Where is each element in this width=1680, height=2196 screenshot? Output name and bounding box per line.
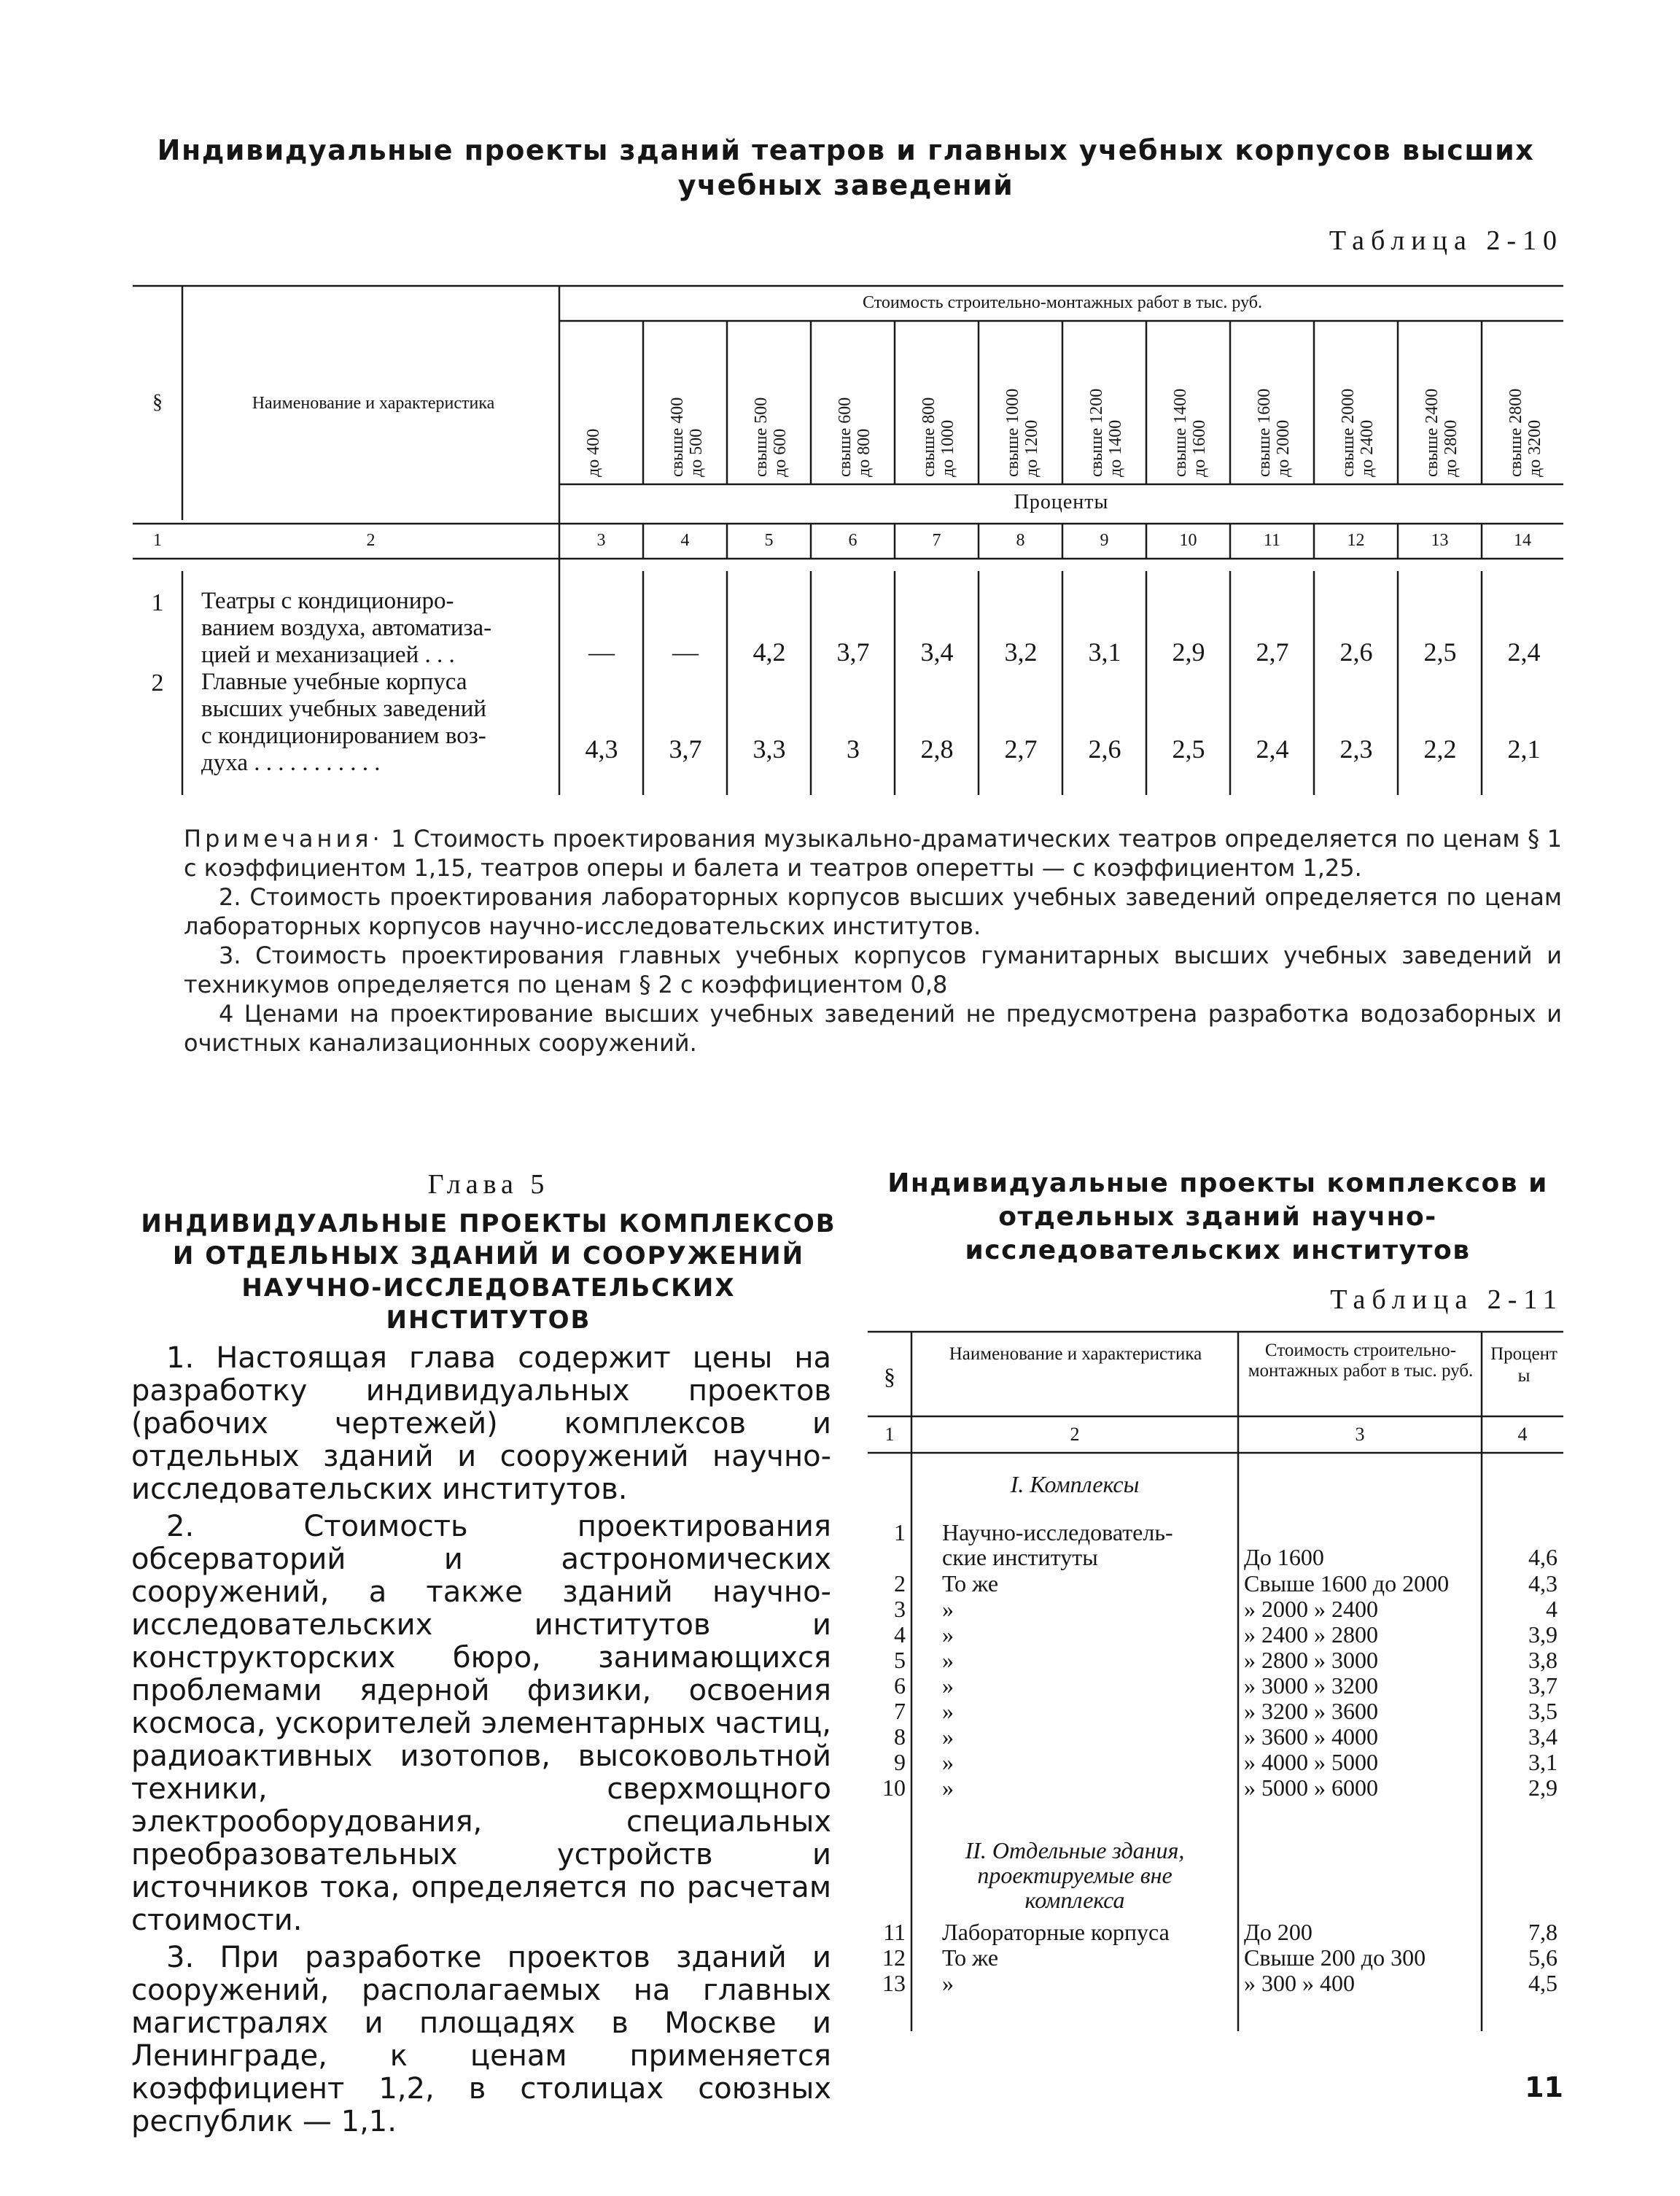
t2-row-name: » xyxy=(942,1749,954,1775)
percent-value: 3,1 xyxy=(1088,637,1121,667)
t2-percent-header: Проценты xyxy=(1490,1344,1558,1386)
t2-row-name: » xyxy=(942,1698,954,1724)
t2-row-name: » xyxy=(942,1596,954,1622)
t2-row-percent: 3,5 xyxy=(1528,1698,1558,1724)
t2-row-number: 13 xyxy=(882,1970,906,1996)
t2-col-number: 1 xyxy=(884,1424,895,1445)
cost-range-label: свыше 2800 xyxy=(1506,388,1525,477)
percent-value: 3,2 xyxy=(1004,637,1038,667)
chapter-title-line: НАУЧНО-ИССЛЕДОВАТЕЛЬСКИХ ИНСТИТУТОВ xyxy=(241,1273,736,1335)
t2-row-name: То же xyxy=(942,1944,999,1971)
t2-row-name: » xyxy=(942,1621,954,1648)
t2-row-percent: 4,3 xyxy=(1528,1570,1558,1596)
percent-value: 2,8 xyxy=(920,734,954,764)
chapter-label: Глава 5 xyxy=(427,1169,550,1200)
t2-row-cost: » 300 » 400 xyxy=(1244,1970,1355,1996)
t2-col-number: 4 xyxy=(1517,1424,1528,1445)
notes-lead: Примечания· xyxy=(184,825,384,853)
chapter-title-line: ИНДИВИДУАЛЬНЫЕ ПРОЕКТЫ КОМПЛЕКСОВ xyxy=(141,1209,836,1238)
row-2-name-line: с кондиционированием воз- xyxy=(201,723,486,749)
t2-row-name: То же xyxy=(942,1570,999,1596)
cost-range-label: свыше 1200 xyxy=(1087,388,1106,477)
table-2-10 xyxy=(133,283,1563,795)
percent-value: 2,1 xyxy=(1507,734,1541,764)
t2-name-header: Наименование и характеристика xyxy=(949,1344,1202,1364)
cost-range-label: до 500 xyxy=(687,428,706,477)
chapter-body xyxy=(131,1342,831,2143)
t2-row-percent: 4,6 xyxy=(1528,1544,1558,1570)
note-3: 3. Стоимость проектирования главных учебных корпусов гуманитарных высших учебных заведений и техникумов определяется по ценам § 2 с коэффициентом 0,8 xyxy=(184,942,1562,998)
cost-range-label: до 3200 xyxy=(1525,419,1544,477)
t2-row-cost: » 5000 » 6000 xyxy=(1244,1774,1378,1801)
column-number: 7 xyxy=(932,531,941,550)
cost-range-label: свыше 400 xyxy=(668,397,687,477)
cost-range-label: свыше 2400 xyxy=(1423,388,1442,477)
paragraph-3: 3. При разработке проектов зданий и сооружений, располагаемых на главных магистралях и площадях в Москве и Ленинграде, к ценам применяется коэффициент 1,2, в столицах союзных республик — 1,1. xyxy=(131,1941,831,2138)
cost-range-label: до 1400 xyxy=(1106,419,1125,477)
section-line: II. Отдельные здания, xyxy=(965,1837,1185,1863)
column-number: 2 xyxy=(366,531,376,550)
t2-cost-header: Стоимость строительно-монтажных работ в тыс. руб. xyxy=(1248,1341,1474,1381)
section-complexes: I. Комплексы xyxy=(1010,1471,1140,1497)
percent-value: 3 xyxy=(847,734,860,764)
percent-value: 2,6 xyxy=(1088,734,1121,764)
percent-value: 2,9 xyxy=(1172,637,1205,667)
percent-value: 2,5 xyxy=(1423,637,1457,667)
note-4: 4 Ценами на проектирование высших учебных заведений не предусмотрена разработка водозаборных и очистных канализационных сооружений. xyxy=(184,1000,1562,1057)
table-2-10-heading: Индивидуальные проекты зданий театров и главных учебных корпусов высших учебных заведений xyxy=(157,134,1535,201)
t2-row-cost: » 2400 » 2800 xyxy=(1244,1621,1378,1648)
t2-row-percent: 7,8 xyxy=(1528,1919,1558,1945)
t2-row-percent: 3,1 xyxy=(1528,1749,1558,1775)
percent-value: 3,7 xyxy=(836,637,870,667)
t2-row-cost: » 2800 » 3000 xyxy=(1244,1647,1378,1673)
t2-row-cost: Свыше 1600 до 2000 xyxy=(1244,1570,1450,1596)
column-number: 13 xyxy=(1431,531,1449,550)
cost-range-label: до 1000 xyxy=(938,419,957,477)
table-2-10-notes xyxy=(184,824,1562,1058)
column-number: 5 xyxy=(764,531,774,550)
section-header: § xyxy=(152,391,163,414)
chapter-title xyxy=(139,1208,839,1336)
cost-range-label: свыше 800 xyxy=(919,397,938,477)
t2-row-percent: 4,5 xyxy=(1528,1970,1558,1996)
row-2-name-line: духа . . . . . . . . . . . xyxy=(201,750,381,776)
t2-row-number: 7 xyxy=(894,1698,906,1724)
t2-row-number: 3 xyxy=(894,1596,906,1622)
percent-value: 3,4 xyxy=(920,637,954,667)
percent-value: 2,6 xyxy=(1339,637,1373,667)
percent-value: 4,2 xyxy=(752,637,786,667)
paragraph-1: 1. Настоящая глава содержит цены на разработку индивидуальных проектов (рабочих чертежей) комплексов и отдельных зданий и сооружений научно-исследовательских институтов. xyxy=(131,1341,831,1506)
percent-value: — xyxy=(588,637,615,667)
percent-header: Проценты xyxy=(1014,491,1109,513)
t2-row-cost: » 2000 » 2400 xyxy=(1244,1596,1378,1622)
percent-value: 4,3 xyxy=(585,734,618,764)
cost-range-label: до 600 xyxy=(771,428,790,477)
percent-value: 2,7 xyxy=(1256,637,1289,667)
t2-row-number: 5 xyxy=(894,1647,906,1673)
cost-range-label: свыше 600 xyxy=(836,397,855,477)
t2-section-header: § xyxy=(884,1363,895,1389)
cost-range-label: свыше 1400 xyxy=(1171,388,1190,477)
cost-range-label: до 1600 xyxy=(1190,419,1209,477)
t2-row-cost: » 3200 » 3600 xyxy=(1244,1698,1378,1724)
t2-row-cost: Свыше 200 до 300 xyxy=(1244,1944,1426,1971)
row-1-name-line: ванием воздуха, автоматиза- xyxy=(201,615,492,641)
t2-row-name: » xyxy=(942,1774,954,1801)
chapter-heading xyxy=(139,1167,839,1336)
t2-row-name: ские институты xyxy=(942,1544,1098,1570)
t2-row-percent: 3,8 xyxy=(1528,1647,1558,1673)
row-2-number: 2 xyxy=(151,670,164,697)
t2-row-cost: До 200 xyxy=(1244,1919,1312,1945)
cost-range-label: до 2400 xyxy=(1358,419,1377,477)
t2-col-number: 3 xyxy=(1355,1424,1365,1445)
section-separate-buildings xyxy=(911,1838,1238,1912)
cost-range-label: до 400 xyxy=(584,428,603,477)
t2-row-number: 1 xyxy=(894,1519,906,1545)
column-number: 9 xyxy=(1100,531,1109,550)
t2-row-number: 8 xyxy=(894,1723,906,1750)
t2-row-number: 12 xyxy=(882,1944,906,1971)
t2-row-percent: 4 xyxy=(1546,1596,1558,1622)
t2-col-number: 2 xyxy=(1070,1424,1080,1445)
row-1-number: 1 xyxy=(151,589,164,616)
t2-row-name: Лабораторные корпуса xyxy=(942,1919,1170,1945)
column-number: 3 xyxy=(596,531,606,550)
t2-row-name: » xyxy=(942,1647,954,1673)
row-2-name-line: Главные учебные корпуса xyxy=(201,669,467,695)
t2-row-percent: 2,9 xyxy=(1528,1774,1558,1801)
percent-value: — xyxy=(672,637,699,667)
row-1-name-line: Театры с кондициониро- xyxy=(201,588,454,614)
name-header: Наименование и характеристика xyxy=(252,394,495,413)
column-number: 14 xyxy=(1514,531,1531,550)
column-number: 11 xyxy=(1263,531,1281,550)
column-number: 6 xyxy=(848,531,858,550)
percent-value: 2,7 xyxy=(1004,734,1038,764)
column-number: 12 xyxy=(1347,531,1365,550)
t2-row-name: Научно-исследователь- xyxy=(942,1519,1173,1545)
note-2: 2. Стоимость проектирования лабораторных корпусов высших учебных заведений определяется по ценам лабораторных корпусов научно-исследовательских институтов. xyxy=(184,883,1562,940)
t2-row-number: 11 xyxy=(883,1919,906,1945)
column-number: 4 xyxy=(680,531,690,550)
t2-row-cost: До 1600 xyxy=(1244,1544,1324,1570)
percent-value: 2,5 xyxy=(1172,734,1205,764)
percent-value: 2,4 xyxy=(1256,734,1289,764)
t2-row-number: 9 xyxy=(894,1749,906,1775)
cost-range-label: до 2800 xyxy=(1442,419,1461,477)
table-2-11-heading: Индивидуальные проекты комплексов и отдельных зданий научно-исследовательских институтов xyxy=(887,1168,1548,1265)
note-1-text: 1 Стоимость проектирования музыкально-драматических театров определяется по ценам § 1 с коэффициентом 1,15, театров оперы и балета и театров оперетты — с коэффициентом 1,25. xyxy=(184,825,1563,882)
cost-range-label: до 2000 xyxy=(1274,419,1293,477)
t2-row-number: 10 xyxy=(882,1774,906,1801)
paragraph-2: 2. Стоимость проектирования обсерваторий и астрономических сооружений, а также зданий научно-исследовательских институтов и конструкторских бюро, занимающихся проблемами ядерной физики, освоения космоса, ускорителей элементарных частиц, радиоактивных изотопов, высоковольтной техники, сверхмощного электрооборудования, специальных преобразовательных устройств и источников тока, определяется по расчетам стоимости. xyxy=(131,1510,831,1937)
page-number: 11 xyxy=(1525,2071,1563,2103)
row-2-name-line: высших учебных заведений xyxy=(201,696,487,722)
table-2-11-label: Таблица 2-11 xyxy=(1330,1284,1563,1315)
t2-row-cost: » 4000 » 5000 xyxy=(1244,1749,1378,1775)
t2-row-percent: 3,7 xyxy=(1528,1672,1558,1699)
table-2-10-label: Таблица 2-10 xyxy=(1329,225,1563,256)
section-line: комплекса xyxy=(1024,1887,1125,1913)
row-2-name xyxy=(201,669,551,777)
percent-value: 2,3 xyxy=(1339,734,1373,764)
cost-range-label: свыше 1000 xyxy=(1003,388,1022,477)
percent-value: 2,2 xyxy=(1423,734,1457,764)
note-1 xyxy=(184,824,1562,882)
section-line: проектируемые вне xyxy=(977,1862,1172,1888)
t2-row-percent: 3,9 xyxy=(1528,1621,1558,1648)
row-1-name xyxy=(201,588,551,669)
t2-row-name: » xyxy=(942,1723,954,1750)
percent-value: 3,3 xyxy=(752,734,786,764)
cost-range-label: свыше 1600 xyxy=(1255,388,1274,477)
table-2-11 xyxy=(868,1327,1563,2031)
t2-row-number: 4 xyxy=(894,1621,906,1648)
t2-row-number: 6 xyxy=(894,1672,906,1699)
column-number: 1 xyxy=(153,531,162,550)
chapter-title-line: И ОТДЕЛЬНЫХ ЗДАНИЙ И СООРУЖЕНИЙ xyxy=(172,1241,805,1270)
percent-value: 3,7 xyxy=(669,734,702,764)
column-number: 10 xyxy=(1179,531,1197,550)
percent-value: 2,4 xyxy=(1507,637,1541,667)
cost-range-label: свыше 2000 xyxy=(1339,388,1358,477)
t2-row-cost: » 3600 » 4000 xyxy=(1244,1723,1378,1750)
t2-row-number: 2 xyxy=(894,1570,906,1596)
cost-header: Стоимость строительно-монтажных работ в тыс. руб. xyxy=(863,293,1262,312)
t2-row-name: » xyxy=(942,1970,954,1996)
row-1-name-line: цией и механизацией . . . xyxy=(201,642,455,668)
column-number: 8 xyxy=(1016,531,1025,550)
cost-range-label: до 1200 xyxy=(1022,419,1041,477)
t2-row-percent: 5,6 xyxy=(1528,1944,1558,1971)
t2-row-name: » xyxy=(942,1672,954,1699)
t2-row-percent: 3,4 xyxy=(1528,1723,1558,1750)
cost-range-label: до 800 xyxy=(855,428,874,477)
cost-range-label: свыше 500 xyxy=(752,397,771,477)
t2-row-cost: » 3000 » 3200 xyxy=(1244,1672,1378,1699)
